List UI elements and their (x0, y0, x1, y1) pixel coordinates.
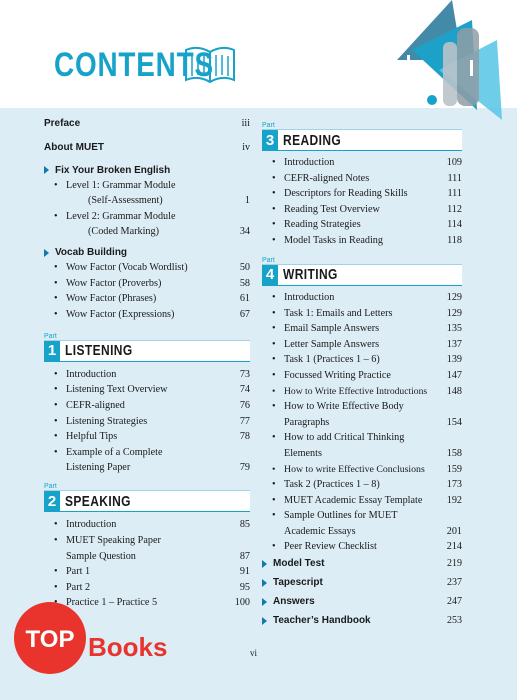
item-page: 58 (239, 277, 250, 289)
logo-books-text: Books (88, 632, 168, 662)
list-item[interactable] (262, 447, 462, 460)
item-page: 87 (239, 550, 250, 562)
item-label: • Listening Text Overview (44, 383, 168, 396)
section-label: Fix Your Broken English (55, 165, 171, 176)
item-page: 77 (239, 415, 250, 427)
item-page: 91 (239, 566, 250, 578)
item-page: 114 (447, 219, 462, 231)
list-item[interactable] (44, 383, 250, 396)
item-page: 78 (239, 431, 250, 443)
part-header-listening[interactable] (44, 333, 250, 362)
item-page: 129 (446, 307, 462, 319)
item-label: • Reading Test Overview (262, 203, 380, 216)
item-label: • MUET Academic Essay Template (262, 494, 422, 507)
item-label: Academic Essays (284, 525, 356, 537)
item-page: 201 (446, 525, 462, 537)
item-label: • MUET Speaking Paper (44, 534, 161, 547)
list-item[interactable] (44, 518, 250, 531)
item-label: • How to Write Effective Introductions (262, 385, 427, 398)
list-item[interactable] (262, 416, 462, 429)
list-item[interactable] (44, 225, 250, 238)
part-tag: Part (44, 483, 57, 491)
list-item[interactable] (262, 234, 462, 247)
list-item[interactable] (262, 463, 462, 476)
toc-entry-answers[interactable] (262, 596, 462, 607)
list-item[interactable] (44, 430, 250, 443)
item-label: • Email Sample Answers (262, 322, 379, 335)
entry-label: Teacher’s Handbook (273, 615, 371, 627)
item-label: • How to Write Effective Body (262, 400, 404, 413)
list-item[interactable] (262, 509, 462, 522)
entry-page: 253 (447, 615, 462, 627)
decorative-shapes (357, 0, 517, 130)
item-page: 73 (239, 368, 250, 380)
item-label: • Task 1 (Practices 1 – 6) (262, 353, 380, 366)
item-label: • Example of a Complete (44, 446, 162, 459)
item-label: • Wow Factor (Proverbs) (44, 277, 161, 290)
item-label: (Coded Marking) (88, 226, 160, 238)
entry-label: Answers (273, 596, 315, 608)
item-label: • Wow Factor (Expressions) (44, 308, 174, 321)
item-page: 135 (446, 323, 462, 335)
item-page: 154 (446, 416, 462, 428)
list-item[interactable] (262, 338, 462, 351)
item-label: (Self-Assessment) (88, 195, 163, 207)
section-label: Vocab Building (55, 247, 128, 259)
part-bar (44, 340, 250, 362)
list-item[interactable] (44, 261, 250, 274)
item-page: 139 (446, 354, 462, 366)
item-label: • How to add Critical Thinking (262, 431, 404, 444)
open-book-icon (184, 44, 236, 84)
list-item[interactable] (262, 322, 462, 335)
item-label: • Letter Sample Answers (262, 338, 379, 351)
item-page: 79 (239, 462, 250, 474)
list-item[interactable] (44, 461, 250, 474)
part-header-writing[interactable] (262, 257, 462, 286)
item-page: 159 (446, 463, 462, 475)
item-label: • CEFR-aligned Notes (262, 172, 369, 185)
list-item[interactable] (262, 525, 462, 538)
entry-page: iii (241, 118, 250, 129)
list-item[interactable] (44, 534, 250, 547)
item-page: 74 (239, 384, 250, 396)
part-tag: Part (44, 332, 57, 340)
left-column (44, 118, 250, 612)
item-label: Paragraphs (284, 416, 330, 428)
part-bar (262, 129, 462, 151)
right-column (262, 122, 462, 626)
toc-section-fix-english[interactable] (44, 165, 250, 176)
item-page: 137 (446, 338, 462, 350)
item-label: • Model Tasks in Reading (262, 234, 383, 247)
arrow-icon (262, 579, 267, 587)
item-page: 112 (447, 203, 462, 215)
item-page: 76 (239, 399, 250, 411)
item-page: 109 (446, 157, 462, 168)
item-page: 111 (447, 172, 462, 184)
entry-page: 219 (447, 558, 462, 570)
list-item[interactable] (262, 307, 462, 320)
item-page: 147 (446, 369, 462, 381)
item-page: 61 (239, 293, 250, 305)
item-page: 50 (239, 261, 250, 273)
part-name: LISTENING (65, 342, 133, 360)
arrow-icon (262, 560, 267, 568)
list-item[interactable] (44, 446, 250, 459)
item-label: Sample Question (66, 550, 136, 562)
list-item[interactable] (262, 353, 462, 366)
toc-entry-model-test[interactable] (262, 558, 462, 569)
topbooks-logo-icon (12, 600, 92, 676)
part-name: READING (283, 131, 342, 149)
part-number: 2 (44, 491, 60, 511)
list-item[interactable] (262, 187, 462, 200)
toc-entry-preface[interactable] (44, 118, 250, 129)
item-label: • Listening Strategies (44, 415, 147, 428)
list-item[interactable] (44, 194, 250, 207)
list-item[interactable] (44, 210, 250, 223)
item-label: • Task 2 (Practices 1 – 8) (262, 478, 380, 491)
item-page: 34 (239, 226, 250, 238)
item-label: • Wow Factor (Phrases) (44, 292, 156, 305)
part-name: SPEAKING (65, 492, 131, 510)
entry-page: 237 (447, 577, 462, 589)
part-header-reading[interactable] (262, 122, 462, 151)
list-item[interactable] (44, 277, 250, 290)
toc-entry-tapescript[interactable] (262, 577, 462, 588)
list-item[interactable] (262, 494, 462, 507)
part-number: 4 (262, 265, 278, 285)
part-bar (262, 264, 462, 286)
list-item[interactable] (262, 203, 462, 216)
item-page: 111 (447, 188, 462, 200)
item-page: 129 (446, 291, 462, 303)
item-label: • Level 2: Grammar Module (44, 210, 175, 223)
item-label: Elements (284, 447, 322, 459)
item-label: • Introduction (44, 368, 116, 381)
list-item[interactable] (262, 385, 462, 398)
list-item[interactable] (44, 292, 250, 305)
list-item[interactable] (262, 291, 462, 304)
item-label: • Part 2 (44, 581, 90, 594)
item-label: • CEFR-aligned (44, 399, 125, 412)
list-item[interactable] (262, 400, 462, 413)
arrow-icon (262, 598, 267, 606)
item-label: • Part 1 (44, 565, 90, 578)
list-item[interactable] (262, 478, 462, 491)
page-title: CONTENTS (54, 46, 214, 84)
list-item[interactable] (44, 550, 250, 563)
list-item[interactable] (44, 565, 250, 578)
list-item[interactable] (44, 415, 250, 428)
toc-entry-teachers-handbook[interactable] (262, 615, 462, 626)
part-number: 3 (262, 130, 278, 150)
item-page: 100 (234, 597, 250, 609)
item-page: 118 (447, 234, 462, 246)
list-item[interactable] (262, 540, 462, 553)
item-label: • Reading Strategies (262, 218, 361, 231)
item-label: • Introduction (262, 291, 334, 304)
item-label: • Level 1: Grammar Module (44, 179, 175, 192)
part-number: 1 (44, 341, 60, 361)
item-label: Listening Paper (66, 462, 131, 474)
list-item[interactable] (44, 308, 250, 321)
list-item[interactable] (44, 368, 250, 381)
part-tag: Part (262, 122, 275, 129)
list-item[interactable] (262, 369, 462, 382)
item-page: 1 (244, 195, 250, 207)
list-item[interactable] (262, 156, 462, 169)
item-label: • How to write Effective Conclusions (262, 463, 425, 476)
part-tag: Part (262, 256, 275, 264)
entry-label: Tapescript (273, 577, 323, 589)
list-item[interactable] (262, 218, 462, 231)
part-name: WRITING (283, 266, 338, 284)
item-page: 214 (446, 541, 462, 553)
item-page: 67 (239, 308, 250, 320)
item-page: 158 (446, 447, 462, 459)
entry-page: 247 (447, 596, 462, 608)
item-label: • Practice 1 – Practice 5 (44, 596, 157, 609)
part-header-speaking[interactable] (44, 483, 250, 512)
toc-section-vocab[interactable] (44, 247, 250, 258)
list-item[interactable] (44, 399, 250, 412)
item-page: 192 (446, 494, 462, 506)
page-number: vi (250, 648, 258, 658)
item-label: • Descriptors for Reading Skills (262, 187, 408, 200)
entry-page: iv (242, 142, 250, 153)
item-page: 95 (239, 581, 250, 593)
item-label: • Task 1: Emails and Letters (262, 307, 393, 320)
item-page: 85 (239, 519, 250, 531)
item-page: 148 (446, 385, 462, 397)
list-item[interactable] (44, 581, 250, 594)
item-label: • Introduction (262, 156, 334, 169)
item-label: • Peer Review Checklist (262, 540, 377, 553)
item-label: • Introduction (44, 518, 116, 531)
part-bar (44, 490, 250, 512)
list-item[interactable] (44, 179, 250, 192)
item-label: • Wow Factor (Vocab Wordlist) (44, 261, 188, 274)
item-label: • Sample Outlines for MUET (262, 509, 397, 522)
entry-label: Preface (44, 118, 81, 129)
list-item[interactable] (262, 172, 462, 185)
list-item[interactable] (262, 431, 462, 444)
arrow-icon (44, 249, 49, 257)
item-label: • Focussed Writing Practice (262, 369, 391, 382)
entry-label: About MUET (44, 142, 104, 153)
entry-label: Model Test (273, 558, 325, 570)
arrow-icon (44, 166, 49, 174)
item-page: 173 (446, 479, 462, 491)
logo-text: TOP (25, 626, 75, 653)
toc-entry-about-muet[interactable] (44, 142, 250, 153)
item-label: • Helpful Tips (44, 430, 117, 443)
arrow-icon (262, 617, 267, 625)
